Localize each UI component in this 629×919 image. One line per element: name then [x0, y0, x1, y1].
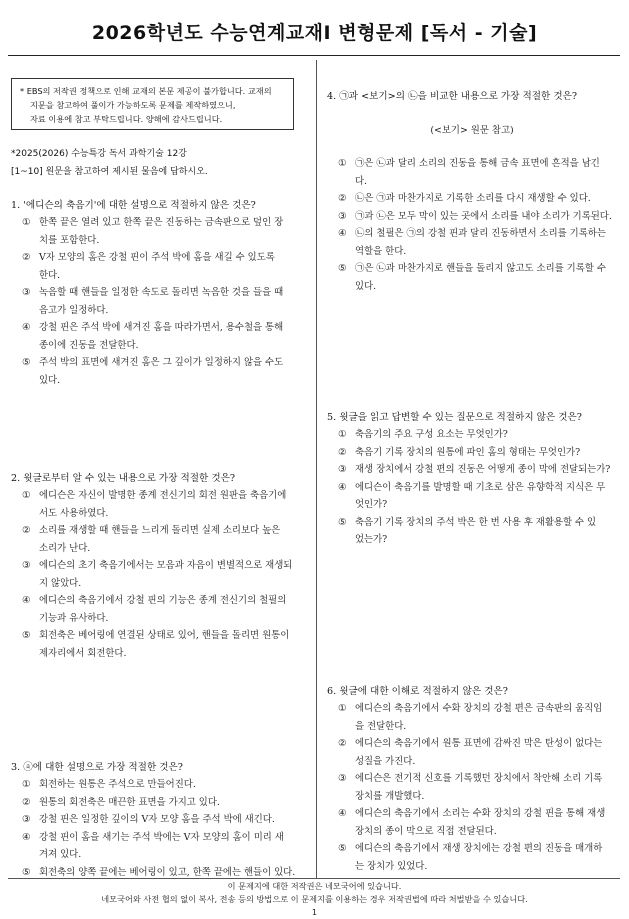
option-number: ⑤ [338, 516, 347, 528]
option-text: 에디슨의 초기 축음기에서는 모음과 자음이 변별적으로 재생되 [39, 560, 293, 571]
option-number: ① [22, 779, 31, 790]
option-text: 축음기 기록 장치의 원통에 파인 홈의 형태는 무엇인가? [355, 446, 581, 458]
option-text: 치를 포함한다. [39, 234, 100, 246]
question-stem: 6. 윗글에 대한 이해로 적절하지 않은 것은? [327, 686, 508, 697]
option-text: 녹음할 때 핸들을 일정한 속도로 돌리면 녹음한 것을 들을 때 [39, 287, 284, 298]
option-text: 었는가? [355, 534, 388, 545]
option-list [327, 426, 617, 549]
option-text: 에디슨의 축음기에서 재생 장치에는 강철 편의 진동을 매개하 [355, 843, 603, 854]
answer-option [11, 627, 303, 662]
option-text: 겨져 있다. [39, 849, 82, 860]
option-number: ③ [338, 210, 347, 222]
copyright-notice-box [11, 78, 294, 130]
answer-option [11, 214, 303, 249]
option-text: 에디슨은 전기적 신호를 기록했던 장치에서 착안해 소리 기록 [355, 773, 603, 784]
option-text: 있다. [39, 374, 61, 386]
answer-option [11, 522, 303, 557]
option-text: 는 장치가 있었다. [355, 860, 428, 872]
option-text: 역할을 한다. [355, 245, 407, 257]
answer-option [11, 592, 303, 627]
question-3 [11, 759, 303, 881]
option-list [11, 487, 303, 662]
answer-option [327, 444, 617, 462]
option-number: ③ [22, 560, 31, 571]
question-stem: 4. ㉠과 <보기>의 ㉡을 비교한 내용으로 가장 적절한 것은? [327, 91, 578, 102]
option-text: 엇인가? [355, 499, 388, 510]
option-number: ② [338, 193, 347, 204]
answer-option [11, 557, 303, 592]
answer-option [11, 249, 303, 284]
option-list [327, 700, 617, 875]
option-text: 축음기 기록 장치의 주석 박은 한 번 사용 후 재활용할 수 있 [355, 516, 597, 528]
option-text: 강철 핀은 일정한 깊이의 V자 모양 홈을 주석 박에 새긴다. [39, 814, 275, 825]
answer-option [327, 225, 617, 260]
option-text: 장치를 개발했다. [355, 790, 425, 802]
copyright-footer [0, 880, 629, 919]
answer-option [327, 840, 617, 875]
answer-option [327, 770, 617, 805]
answer-option [327, 260, 617, 295]
page-number: 1 [311, 907, 318, 917]
column-divider [316, 60, 317, 878]
option-text: 제자리에서 회전한다. [39, 647, 127, 659]
answer-option [327, 155, 617, 190]
option-text: 회전축은 베어링에 연결된 상태로 있어, 핸들을 돌리면 원통이 [39, 630, 290, 641]
option-number: ① [338, 158, 347, 169]
answer-option [327, 805, 617, 840]
question-stem: 1. '에디슨의 축음기'에 대한 설명으로 적절하지 않은 것은? [11, 200, 256, 211]
answer-option [327, 190, 617, 208]
option-text: V자 모양의 홈은 강철 핀이 주석 박에 홈을 새길 수 있도록 [39, 252, 275, 263]
option-number: ⑤ [22, 866, 31, 878]
option-text: 재생 장치에서 강철 편의 진동은 어떻게 종이 막에 전달되는가? [355, 464, 611, 475]
option-text: 에디슨이 축음기를 발명할 때 기초로 삼은 유향학적 지식은 무 [355, 481, 606, 493]
page-title: 2026학년도 수능연계교재Ⅰ 변형문제 [독서 - 기술] [91, 22, 538, 44]
question-4 [327, 88, 617, 105]
option-number: ③ [22, 287, 31, 298]
option-number: ⑤ [22, 357, 31, 368]
option-number: ④ [22, 322, 31, 333]
option-text: 회전하는 원통은 주석으로 만들어진다. [39, 779, 196, 790]
option-text: 음고가 일정하다. [39, 304, 109, 316]
option-text: 지 않았다. [39, 577, 82, 589]
option-text: 한다. [39, 269, 61, 281]
answer-option [327, 514, 617, 549]
option-number: ① [22, 490, 31, 501]
option-text: 회전축의 양쪽 끝에는 베어링이 있고, 한쪽 끝에는 핸들이 있다. [39, 866, 296, 878]
question-stem: 2. 윗글로부터 알 수 있는 내용으로 가장 적절한 것은? [11, 473, 236, 484]
option-text: 장치의 종이 막으로 직접 전달된다. [355, 825, 497, 837]
question-stem: 5. 윗글을 읽고 답변할 수 있는 질문으로 적절하지 않은 것은? [327, 412, 582, 423]
answer-option [11, 354, 303, 389]
answer-option [11, 776, 303, 794]
question-1 [11, 197, 303, 389]
option-text: ㉠은 ㉡과 마찬가지로 핸들을 돌리지 않고도 소리를 기록할 수 [355, 263, 606, 274]
question-stem: 3. ⓐ에 대한 설명으로 가장 적절한 것은? [11, 762, 183, 773]
option-number: ① [338, 429, 347, 440]
option-text: 서도 사용하였다. [39, 507, 109, 519]
option-text: 종이에 진동을 전달한다. [39, 339, 139, 351]
option-list [327, 155, 617, 295]
option-list [11, 214, 303, 389]
answer-option [327, 426, 617, 444]
option-list [11, 776, 303, 881]
option-text: 에디슨의 축음기에서 강철 핀의 기능은 종계 전신기의 철필의 [39, 595, 287, 606]
answer-option [327, 208, 617, 226]
option-number: ② [22, 525, 31, 536]
answer-option [327, 461, 617, 479]
answer-option [327, 479, 617, 514]
answer-option [11, 487, 303, 522]
option-text: 강철 핀은 주석 박에 새겨진 홈을 따라가면서, 용수철을 통해 [39, 322, 284, 333]
option-number: ① [22, 217, 31, 228]
option-text: 있다. [355, 280, 377, 292]
option-number: ③ [22, 814, 31, 825]
option-text: ㉡의 철필은 ㉠의 강철 핀과 달리 진동하면서 소리를 기록하는 [355, 228, 606, 239]
answer-option [11, 811, 303, 829]
option-text: 에디슨의 축음기에서 원통 표면에 감싸진 막은 탄성이 없다는 [355, 738, 603, 749]
option-text: 소리를 재생할 때 핸들을 느리게 돌리면 실제 소리보다 높은 [39, 525, 281, 536]
notice-line: * EBS의 저작권 정책으로 인해 교재의 본문 제공이 불가합니다. 교재의 [20, 86, 272, 96]
option-number: ③ [338, 773, 347, 784]
notice-line: 자료 이용에 참고 부탁드립니다. 양해에 감사드립니다. [30, 114, 223, 124]
option-text: ㉠과 ㉡은 모두 막이 있는 곳에서 소리를 내야 소리가 기록된다. [355, 210, 612, 222]
option-number: ① [338, 703, 347, 714]
answer-option [327, 700, 617, 735]
option-text: 한쪽 끝은 열려 있고 한쪽 끝은 진동하는 금속판으로 덮인 장 [39, 217, 284, 228]
option-number: ⑤ [338, 263, 347, 274]
option-number: ④ [338, 481, 347, 493]
footer-line: 네모국어와 사전 협의 없이 복사, 전송 등의 방법으로 이 문제지를 이용하는 경우 저작권법에 따라 처벌받을 수 있습니다. [101, 894, 528, 904]
question-6 [327, 683, 617, 875]
bogi-reference: (<보기> 원문 참고) [430, 125, 514, 136]
option-number: ② [338, 446, 347, 458]
answer-option [11, 319, 303, 354]
option-number: ② [338, 738, 347, 749]
footer-line: 이 문제지에 대한 저작권은 네모국어에 있습니다. [227, 881, 402, 891]
option-number: ④ [338, 228, 347, 239]
option-number: ④ [338, 808, 347, 819]
option-text: 원통의 회전축은 매끈한 표면을 가지고 있다. [39, 796, 220, 808]
option-number: ② [22, 796, 31, 808]
option-text: 에디슨의 축음기에서 소리는 수화 장치의 강철 핀을 통해 재생 [355, 808, 606, 819]
option-text: 강철 핀이 홈을 새기는 주석 박에는 V자 모양의 홈이 미리 새 [39, 831, 284, 843]
option-text: ㉠은 ㉡과 달리 소리의 진동을 통해 금속 표면에 흔적을 남긴 [355, 158, 600, 169]
question-5 [327, 409, 617, 549]
answer-option [11, 284, 303, 319]
option-text: 주석 박의 표면에 새겨진 홈은 그 깊이가 일정하지 않을 수도 [39, 357, 284, 368]
source-reference: *2025(2026) 수능특강 독서 과학기술 12강 [11, 149, 187, 159]
option-text: 성질을 가진다. [355, 755, 416, 767]
option-text: 을 전달한다. [355, 720, 407, 732]
footer-divider [8, 878, 620, 879]
question-2 [11, 470, 303, 662]
answer-option [327, 735, 617, 770]
option-number: ④ [22, 831, 31, 843]
answer-option [11, 829, 303, 864]
notice-line: 지문을 참고하여 풀이가 가능하도록 문제를 제작하였으니, [30, 100, 236, 110]
option-text: 다. [355, 175, 368, 187]
option-text: 소리가 난다. [39, 542, 91, 554]
question-4-options [327, 155, 617, 295]
option-text: 기능과 유사하다. [39, 612, 109, 624]
option-text: 에디슨은 자신이 발명한 종계 전신기의 회전 원판을 축음기에 [39, 490, 287, 501]
option-text: 축음기의 주요 구성 요소는 무엇인가? [355, 429, 508, 440]
option-number: ⑤ [338, 843, 347, 854]
option-text: 에디슨의 축음기에서 수화 장치의 강철 편은 금속판의 움직임 [355, 703, 603, 714]
title-divider [8, 55, 620, 56]
option-number: ③ [338, 464, 347, 475]
option-number: ⑤ [22, 630, 31, 641]
option-number: ④ [22, 595, 31, 606]
instruction-line: [1~10] 원문을 참고하여 제시된 물음에 답하시오. [11, 167, 208, 177]
option-number: ② [22, 252, 31, 263]
answer-option [11, 794, 303, 812]
option-text: ㉡은 ㉠과 마찬가지로 기록한 소리를 다시 재생할 수 있다. [355, 193, 591, 204]
